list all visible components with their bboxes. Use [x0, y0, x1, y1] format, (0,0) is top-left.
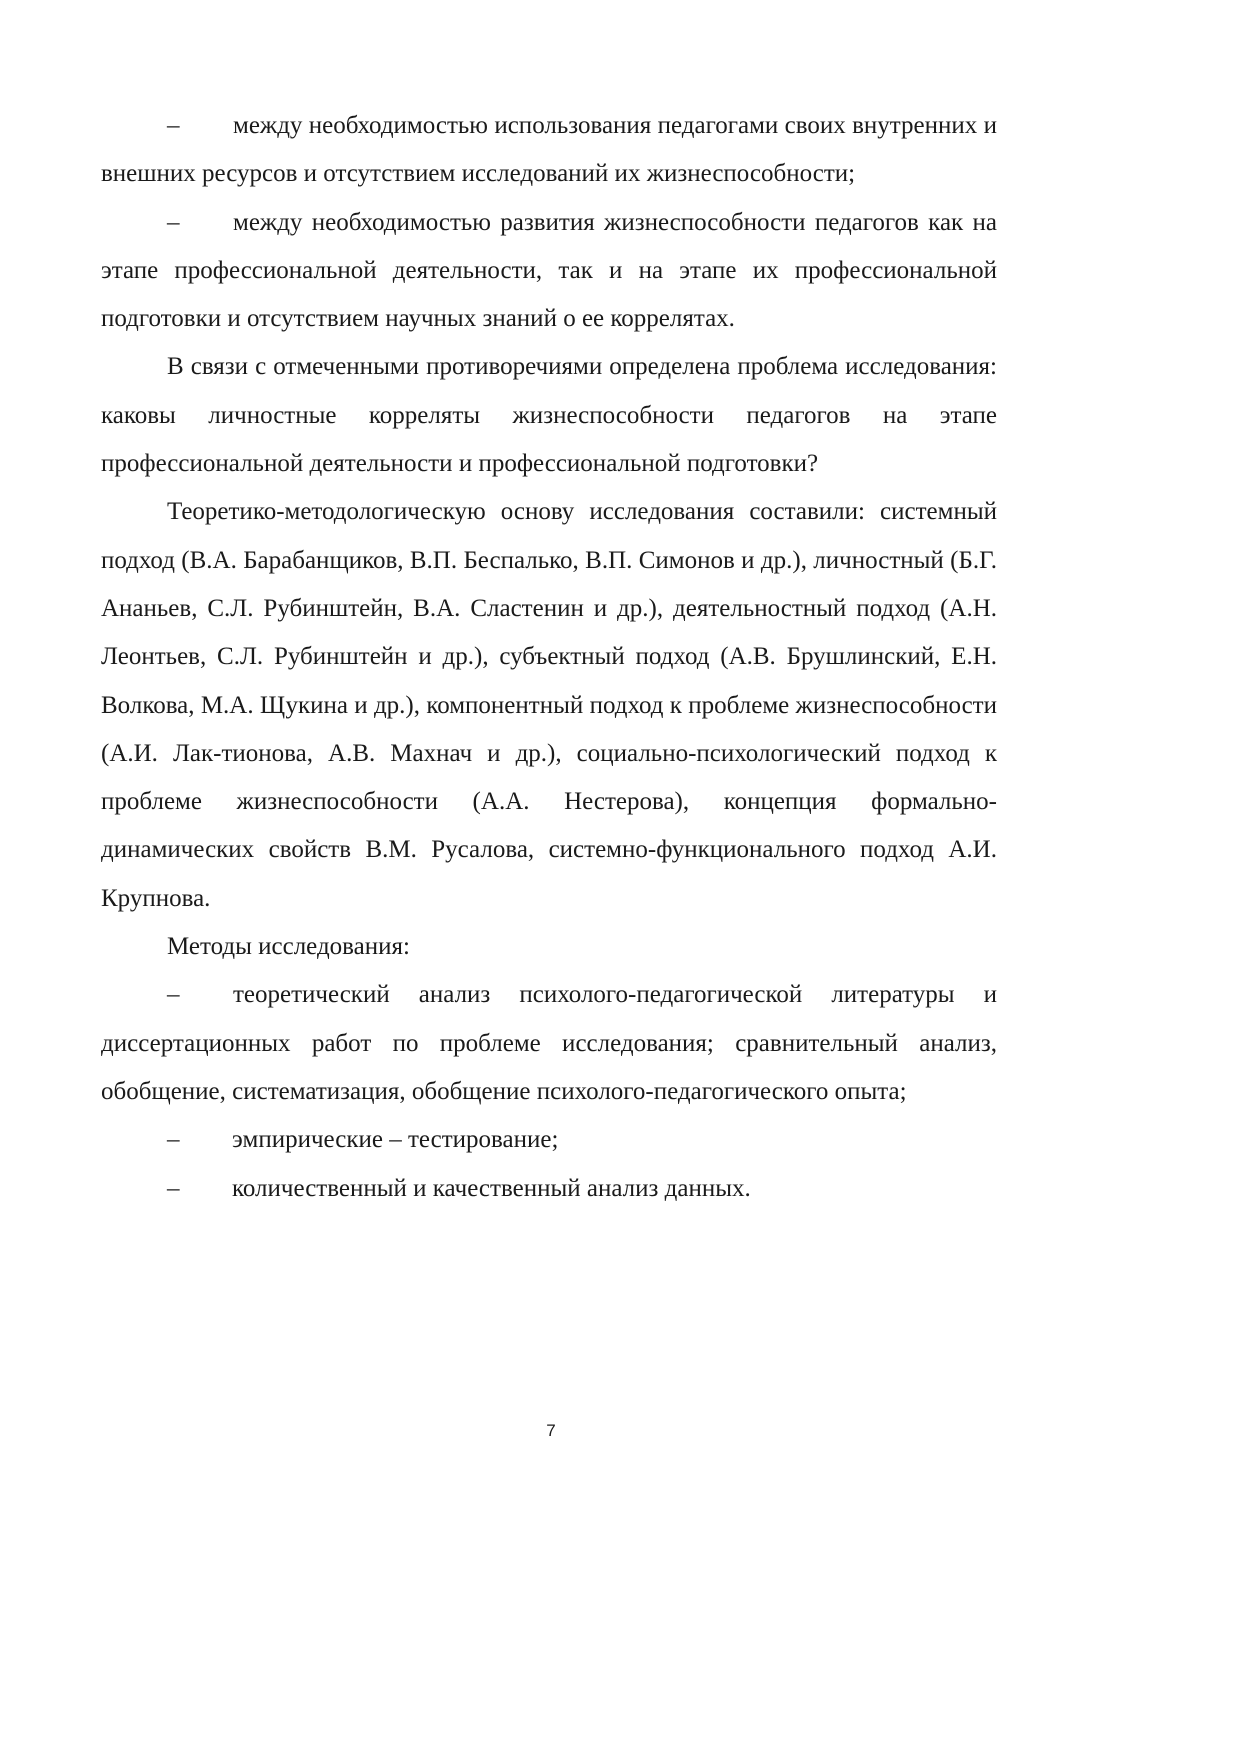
- methods-heading: Методы исследования:: [167, 933, 410, 961]
- dash-marker: –: [167, 112, 180, 139]
- contradiction-item-1: [101, 102, 997, 199]
- method-item-empirical: [101, 1116, 997, 1164]
- contradiction-item-2: [101, 199, 997, 344]
- paragraph-text: теоретический анализ психолого-педагогической литературы и диссертационных работ по проблеме исследования; сравнительный анализ, обобщение, систематизация, обобщение психолого-педагогического опыта;: [101, 981, 997, 1105]
- page-number: 7: [546, 1421, 556, 1440]
- dash-marker: –: [167, 981, 180, 1009]
- research-problem-paragraph: В связи с отмеченными противоречиями определена проблема исследования: каковы личностные корреляты жизнеспособности педагогов на этапе профессиональной деятельности и профессиональной подготовки?: [101, 353, 997, 478]
- paragraph-text: количественный и качественный анализ данных.: [232, 1174, 751, 1202]
- methodology-paragraph: Теоретико-методологическую основу исследования составили: системный подход (В.А. Барабанщиков, В.П. Беспалько, В.П. Симонов и др.), личностный (Б.Г. Ананьев, С.Л. Рубинштейн, В.А. Сластенин и др.), деятельностный подход (А.Н. Леонтьев, С.Л. Рубинштейн и др.), субъектный подход (А.В. Брушлинский, Е.Н. Волкова, М.А. Щукина и др.), компонентный подход к проблеме жизнеспособности (А.И. Лак-тионова, А.В. Махнач и др.), социально-психологический подход к проблеме жизнеспособности (А.А. Нестерова), концепция формально-динамических свойств В.М. Русалова, системно-функционального подход А.И. Крупнова.: [101, 498, 997, 912]
- paragraph-text: между необходимостью развития жизнеспособности педагогов как на этапе профессиональной деятельности, так и на этапе их профессиональной подготовки и отсутствием научных знаний о ее коррелятах.: [101, 208, 997, 333]
- body-text: [101, 102, 997, 1213]
- dash-marker: –: [167, 1174, 180, 1202]
- dash-marker: –: [167, 1126, 180, 1154]
- dash-marker: –: [167, 208, 180, 236]
- paragraph-text: эмпирические – тестирование;: [232, 1126, 559, 1154]
- method-item-theoretical: [101, 971, 997, 1116]
- paragraph-text: между необходимостью использования педагогами своих внутренних и внешних ресурсов и отсутствием исследований их жизнеспособности;: [101, 112, 997, 188]
- method-item-analysis: [101, 1165, 997, 1213]
